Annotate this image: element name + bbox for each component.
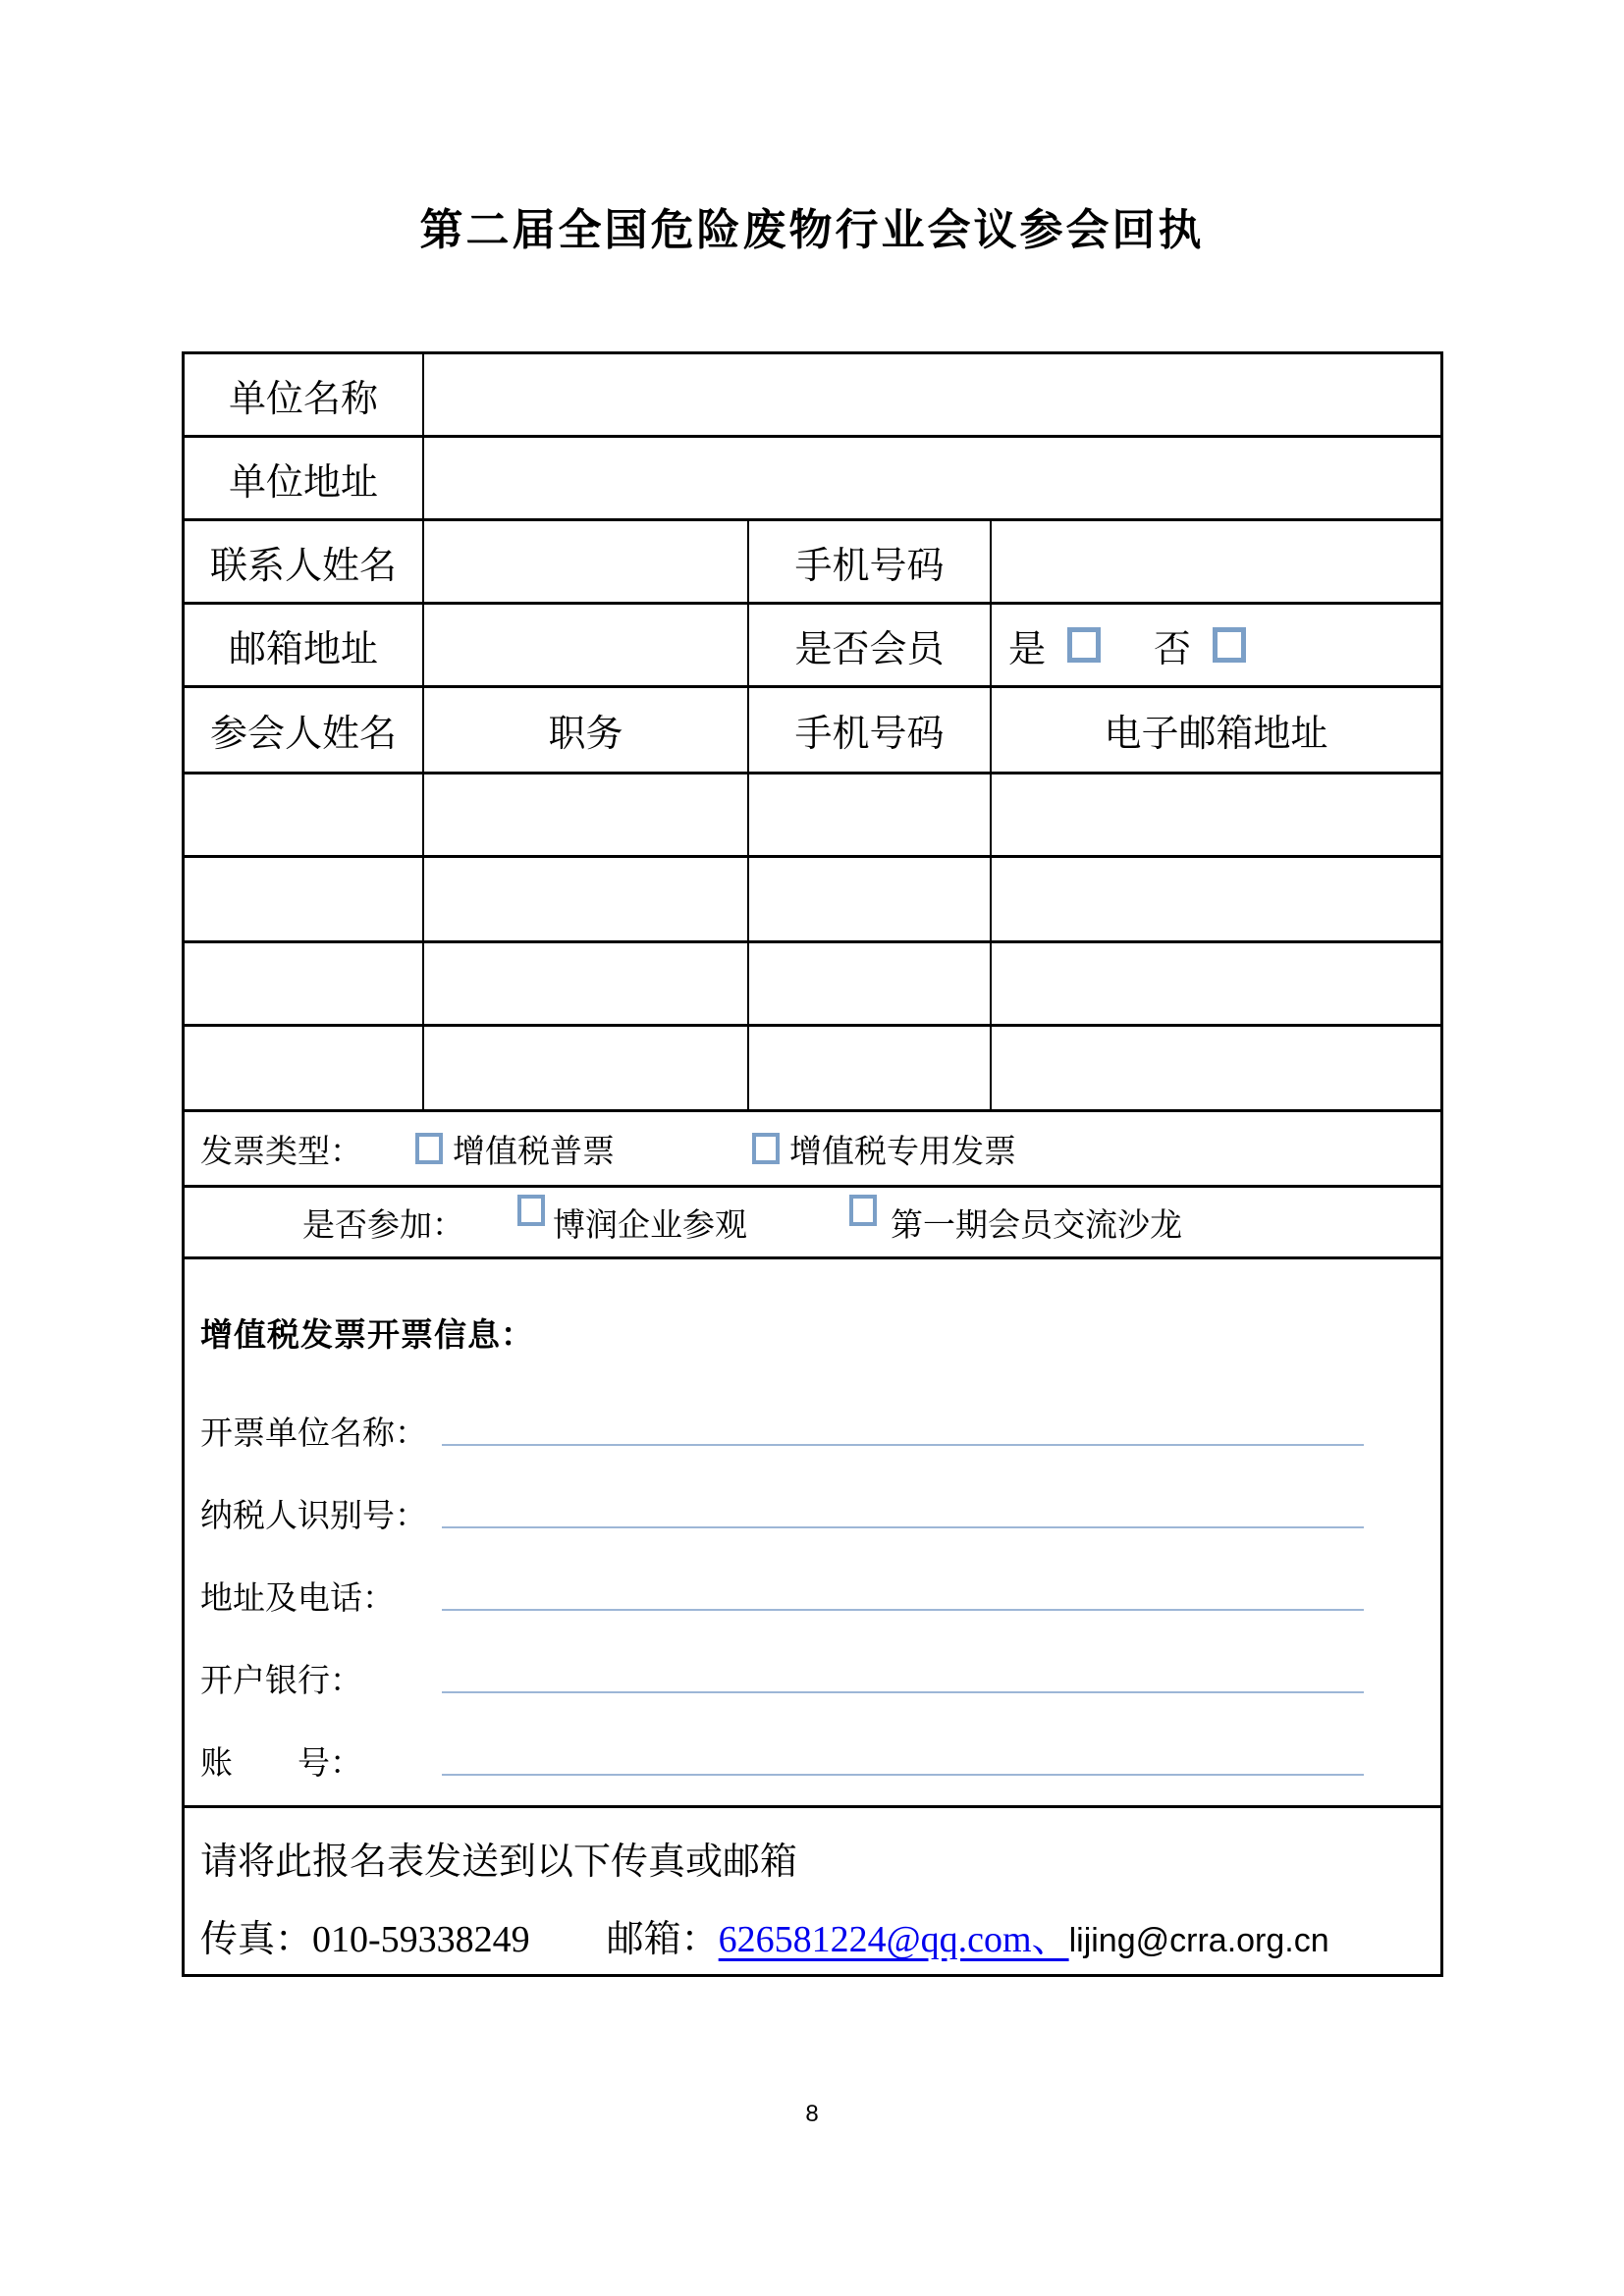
submission-note: 请将此报名表发送到以下传真或邮箱 — [200, 1841, 798, 1883]
email-label: 邮箱地址 — [185, 605, 424, 685]
email-plain: lijing@crra.org.cn — [1068, 1922, 1329, 1959]
table-row — [185, 438, 1440, 521]
unit-name-label: 单位名称 — [185, 354, 424, 435]
invoice-ordinary-label: 增值税普票 — [453, 1134, 615, 1170]
participants-header-row — [185, 688, 1440, 774]
submission-section — [185, 1808, 1440, 1974]
participant-cell-empty[interactable] — [992, 858, 1440, 940]
vat-address-label: 地址及电话： — [200, 1581, 395, 1617]
vat-taxid-input[interactable] — [442, 1526, 1364, 1528]
email-link[interactable]: 626581224@qq.com、 — [718, 1919, 1069, 1960]
participant-row — [185, 774, 1440, 858]
participant-cell-empty[interactable] — [424, 858, 749, 940]
member-label: 是否会员 — [749, 605, 992, 685]
visit-checkbox[interactable] — [517, 1195, 545, 1226]
vat-taxid-label: 纳税人识别号： — [200, 1499, 427, 1534]
vat-address-input[interactable] — [442, 1609, 1364, 1611]
position-header: 职务 — [424, 688, 749, 772]
vat-field — [200, 1536, 1440, 1619]
unit-name-input[interactable] — [424, 354, 1440, 435]
participate-row — [185, 1188, 1440, 1259]
participant-cell-empty[interactable] — [424, 1027, 749, 1109]
member-no-label: 否 — [1154, 628, 1192, 670]
vat-field — [200, 1371, 1440, 1454]
contact-mobile-label: 手机号码 — [749, 521, 992, 602]
invoice-type-label: 发票类型： — [200, 1134, 362, 1170]
participant-name-header: 参会人姓名 — [185, 688, 424, 772]
participate-label: 是否参加： — [302, 1207, 464, 1244]
email-header: 电子邮箱地址 — [1104, 714, 1328, 755]
fax-number: 传真：010-59338249 — [200, 1919, 530, 1960]
mobile-header: 手机号码 — [749, 688, 992, 772]
participant-cell-empty[interactable] — [992, 774, 1440, 855]
vat-company-input[interactable] — [442, 1444, 1364, 1446]
vat-account-label: 账 号： — [200, 1746, 362, 1782]
participant-cell-empty[interactable] — [749, 1027, 992, 1109]
participant-cell-empty[interactable] — [992, 943, 1440, 1024]
invoice-special-checkbox[interactable] — [752, 1133, 780, 1164]
vat-bank-label: 开户银行： — [200, 1664, 362, 1699]
participant-cell-empty[interactable] — [749, 858, 992, 940]
vat-field — [200, 1454, 1440, 1536]
vat-account-input[interactable] — [442, 1774, 1364, 1776]
registration-form-table — [182, 351, 1443, 1977]
participant-row — [185, 943, 1440, 1027]
vat-company-label: 开票单位名称： — [200, 1416, 427, 1452]
participant-row — [185, 858, 1440, 943]
invoice-ordinary-checkbox[interactable] — [415, 1133, 443, 1164]
email-input[interactable] — [424, 605, 749, 685]
page-title: 第二届全国危险废物行业会议参会回执 — [419, 206, 1205, 254]
table-row — [185, 605, 1440, 688]
invoice-type-row — [185, 1112, 1440, 1188]
vat-info-heading: 增值税发票开票信息： — [200, 1317, 534, 1354]
submission-contact-line — [200, 1908, 1440, 1962]
vat-field — [200, 1619, 1440, 1701]
member-options — [992, 605, 1440, 685]
participant-row — [185, 1027, 1440, 1112]
page-number: 8 — [805, 2101, 819, 2127]
table-row — [185, 521, 1440, 605]
participant-cell-empty[interactable] — [749, 943, 992, 1024]
salon-checkbox[interactable] — [849, 1195, 877, 1226]
participant-cell-empty[interactable] — [749, 774, 992, 855]
vat-bank-input[interactable] — [442, 1691, 1364, 1693]
participant-cell-empty[interactable] — [185, 774, 424, 855]
vat-info-section — [185, 1259, 1440, 1808]
invoice-special-label: 增值税专用发票 — [789, 1134, 1016, 1170]
contact-mobile-input[interactable] — [992, 521, 1440, 602]
participant-cell-empty[interactable] — [424, 774, 749, 855]
member-yes-label: 是 — [1008, 628, 1047, 670]
unit-address-label: 单位地址 — [185, 438, 424, 518]
visit-label: 博润企业参观 — [553, 1207, 747, 1244]
participant-cell-empty[interactable] — [185, 1027, 424, 1109]
unit-address-input[interactable] — [424, 438, 1440, 518]
participant-cell-empty[interactable] — [185, 858, 424, 940]
member-yes-checkbox[interactable] — [1067, 627, 1101, 663]
participant-cell-empty[interactable] — [992, 1027, 1440, 1109]
contact-name-label: 联系人姓名 — [185, 521, 424, 602]
member-no-checkbox[interactable] — [1213, 627, 1246, 663]
participant-cell-empty[interactable] — [185, 943, 424, 1024]
salon-label: 第一期会员交流沙龙 — [891, 1207, 1182, 1244]
contact-name-input[interactable] — [424, 521, 749, 602]
participant-cell-empty[interactable] — [424, 943, 749, 1024]
table-row — [185, 354, 1440, 438]
vat-field — [200, 1701, 1440, 1784]
email-contact-label: 邮箱： — [606, 1919, 719, 1960]
